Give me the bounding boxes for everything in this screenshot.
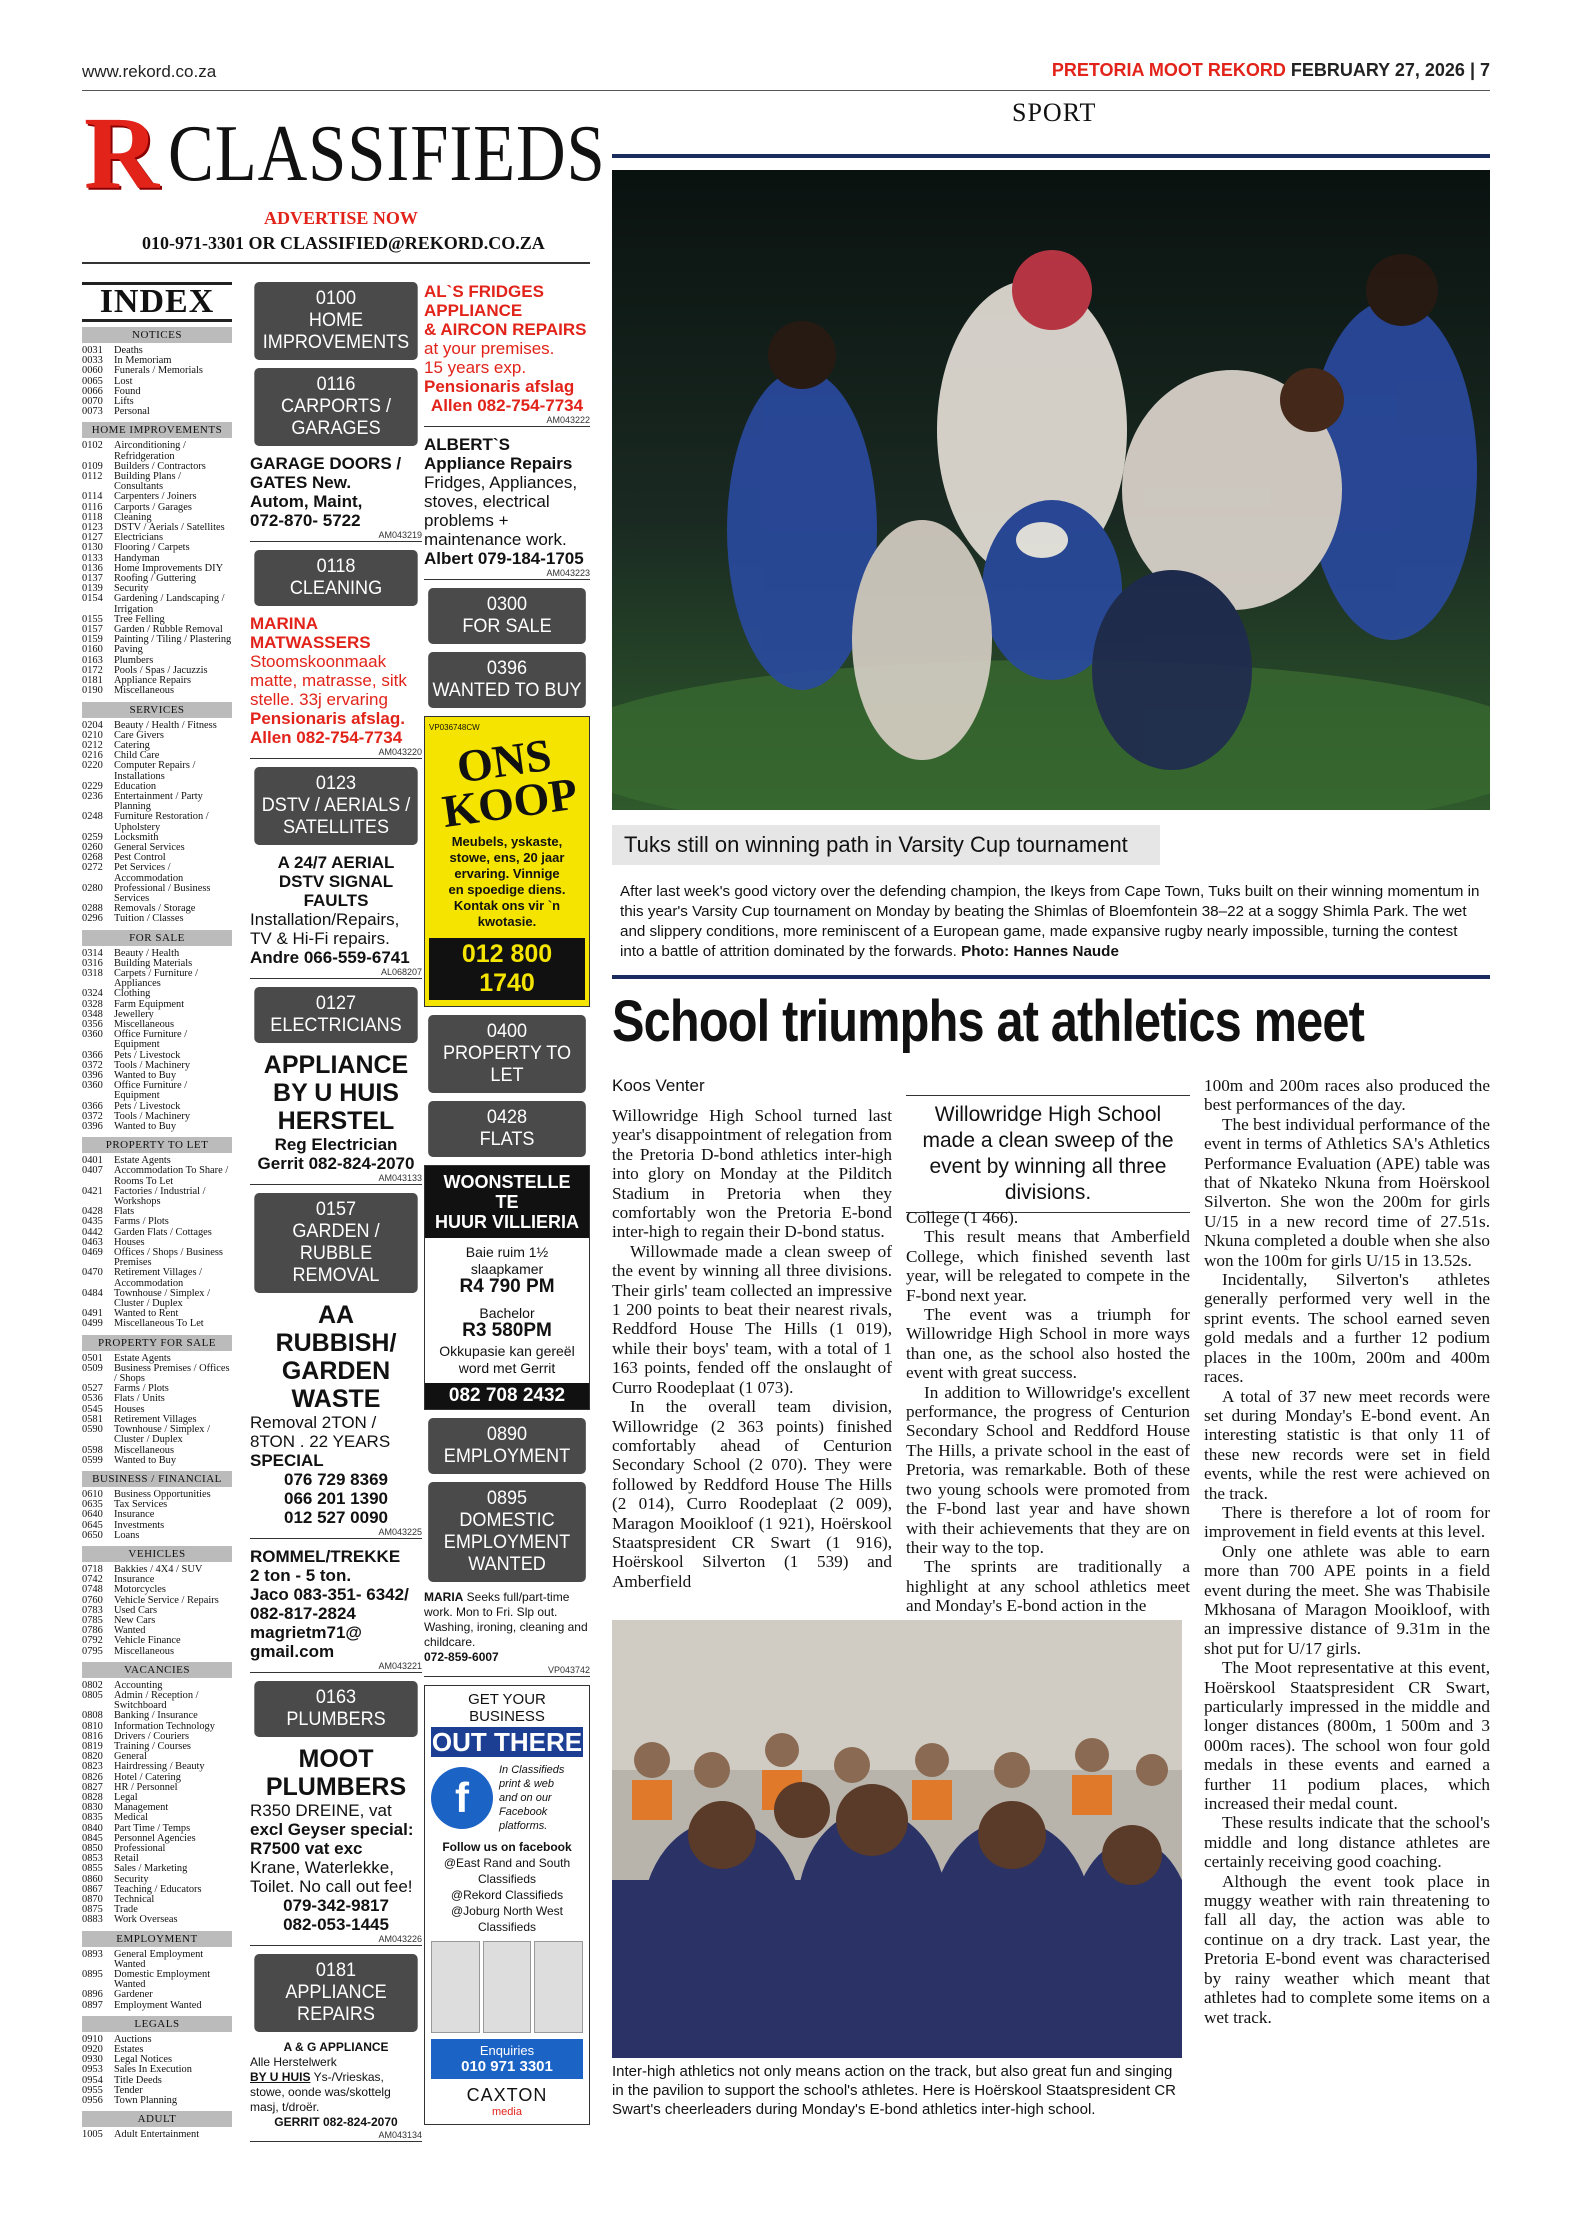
index-item: 0463 Houses <box>82 1236 145 1248</box>
index-item: 0840 Part Time / Temps <box>82 1822 191 1834</box>
article-paragraph: Willowridge High School turned last year's disappointment of relegation from the Pretoria D-bond athletics inter-high into glory on Monday at the Pilditch Stadium in Pretoria when they comfortably won the Pretoria E-bond inter-high to regain their D-bond status. <box>612 1106 892 1242</box>
masthead-rule <box>82 262 590 264</box>
index-item: 0236 Entertainment / Party Planning <box>82 790 203 813</box>
index-item: 0360 Office Furniture / Equipment <box>82 1029 188 1051</box>
index-item: 0953 Sales In Execution <box>82 2064 192 2076</box>
index-item: 1005 Adult Entertainment <box>82 2129 200 2141</box>
index-category: PROPERTY TO LET <box>82 1137 232 1153</box>
index-item: 0127 Electricians <box>82 532 164 544</box>
heading-0396: 0396 WANTED TO BUY <box>428 652 586 708</box>
index-category: HOME IMPROVEMENTS <box>82 422 232 438</box>
article-paragraph: In the overall team division, Willowridge (2 363 points) finished comfortably ahead of Centurion Secondary School (2 070). They were followed by Reddford House The Hills (2 014), Curro Roodeplaat (2 009), Maragon Mooikloof (1 921), Hoërskool Staatspresident CR Swart (1 916), Hoërskool Silverton (1 539) and Amberfield <box>612 1397 892 1591</box>
index-item: 0070 Lifts <box>82 396 134 408</box>
index-item: 0216 Child Care <box>82 750 160 762</box>
section-label: SPORT <box>1012 98 1097 127</box>
ad-ag-appliance: A & G APPLIANCE Alle Herstelwerk BY U HUIS Ys-/Vrieskas, stowe, oonde was/skottelg masj, t/droër. GERRIT 082-824-2070 AM043134 <box>250 2040 422 2140</box>
photo-caption-text: After last week's good victory over the defending champion, the Ikeys from Cape Town, Tuks built on their winning momentum in this year's Varsity Cup tournament on Monday by beating the Shimlas of Bloemfontein 38–22 at a soggy Shimla Park. The wet and slippery conditions, more reminiscent of a European game, made expansive rugby nearly impossible, turning the contest into a battle of attrition dominated by the forwards. Photo: Hannes Naude <box>620 883 1480 960</box>
get-your-business-out-there: GET YOUR BUSINESS OUT THERE f In Classifieds print & web and on our Facebook platforms. Follow us on facebook @East Rand and South Classifieds @Rekord Classifieds @Joburg North West Classifieds Enquiries 010 971 3301 CAXTON media <box>424 1685 590 2125</box>
index-item: 0268 Pest Control <box>82 852 166 864</box>
index-item: 0610 Business Opportunities <box>82 1488 211 1500</box>
heading-0428: 0428 FLATS <box>428 1101 586 1157</box>
index-item: 0160 Paving <box>82 644 143 656</box>
index-item: 0827 HR / Personnel <box>82 1781 178 1793</box>
index-item: 0820 General <box>82 1751 147 1763</box>
index-item: 0248 Furniture Restoration / Upholstery <box>82 811 209 833</box>
pull-quote: Willowridge High School made a clean sweep of the event by winning all three divisions. <box>906 1095 1190 1213</box>
index-item: 0536 Flats / Units <box>82 1393 165 1405</box>
index-item: 0635 Tax Services <box>82 1499 168 1511</box>
site-url: www.rekord.co.za <box>82 62 217 81</box>
classifieds-contact: 010-971-3301 OR CLASSIFIED@REKORD.CO.ZA <box>142 233 545 253</box>
index-category: VEHICLES <box>82 1546 232 1562</box>
index-item: 0883 Work Overseas <box>82 1914 178 1926</box>
index-category: BUSINESS / FINANCIAL <box>82 1471 232 1487</box>
index-item: 0718 Bakkies / 4X4 / SUV <box>82 1563 203 1575</box>
index-item: 0855 Sales / Marketing <box>82 1863 188 1875</box>
index-item: 0748 Motorcycles <box>82 1584 166 1596</box>
index-item: 0123 DSTV / Aerials / Satellites <box>82 522 225 534</box>
article-paragraph: This result means that Amberfield College, which finished seventh last year, will be relegated to compete in the F-bond next year. <box>906 1227 1190 1305</box>
index-item: 0545 Houses <box>82 1403 145 1415</box>
index-item: 0155 Tree Felling <box>82 613 165 625</box>
index-item: 0527 Farms / Plots <box>82 1383 169 1395</box>
publication-date: FEBRUARY 27, 2026 <box>1290 60 1465 80</box>
article-paragraph: 100m and 200m races also produced the best performances of the day. <box>1204 1076 1490 1115</box>
index-item: 0190 Miscellaneous <box>82 685 175 697</box>
index-item: 0428 Flats <box>82 1206 135 1218</box>
index-item: 0181 Appliance Repairs <box>82 675 192 687</box>
index-category: SERVICES <box>82 702 232 718</box>
ad-woonstelle: WOONSTELLE TE HUUR VILLIERIA Baie ruim 1½ slaapkamer R4 790 PM Bachelor R3 580PM Okkupasie kan gereël word met Gerrit 082 708 2432 <box>424 1165 590 1410</box>
classifieds-column-3 <box>424 282 590 2125</box>
newspaper-thumbnails <box>431 1941 583 2033</box>
index-category: PROPERTY FOR SALE <box>82 1335 232 1351</box>
index-item: 0229 Education <box>82 780 157 792</box>
section-rule <box>612 154 1490 158</box>
rugby-photo <box>612 170 1490 810</box>
photo-credit: Photo: Hannes Naude <box>961 943 1119 960</box>
index-item: 0895 Domestic Employment Wanted <box>82 1969 211 1991</box>
index-item: 0645 Investments <box>82 1519 165 1531</box>
index-item: 0159 Painting / Tiling / Plastering <box>82 634 232 646</box>
heading-0890: 0890 EMPLOYMENT <box>428 1418 586 1474</box>
index-item: 0469 Offices / Shops / Business Premises <box>82 1247 223 1269</box>
index-item: 0204 Beauty / Health / Fitness <box>82 719 217 731</box>
index-item: 0033 In Memoriam <box>82 355 172 367</box>
page-number: 7 <box>1479 60 1490 80</box>
rekord-logo-r: R <box>84 108 162 200</box>
article-headline: School triumphs at athletics meet <box>612 989 1364 1054</box>
article-column-2 <box>906 1208 1190 1616</box>
classifieds-column-2 <box>250 282 422 2150</box>
index-item: 0066 Found <box>82 385 141 397</box>
index-item: 0396 Wanted to Buy <box>82 1070 177 1081</box>
index-item: 0819 Training / Courses <box>82 1740 191 1752</box>
index-item: 0073 Personal <box>82 406 150 418</box>
facebook-icon: f <box>431 1767 493 1829</box>
index-item: 0896 Gardener <box>82 1989 153 2001</box>
header-rule <box>82 90 1490 91</box>
index-item: 0210 Care Givers <box>82 729 164 741</box>
index-item: 0296 Tuition / Classes <box>82 913 184 925</box>
index-category: NOTICES <box>82 327 232 343</box>
heading-0118: 0118 CLEANING <box>254 550 417 606</box>
index-item: 0742 Insurance <box>82 1574 155 1586</box>
article-paragraph: The sprints are traditionally a highlight at any school athletics meet and Monday's E-bond action in the <box>906 1557 1190 1616</box>
ad-ons-koop: VP036748CW ONS KOOP Meubels, yskaste, stowe, ens, 20 jaar ervaring. Vinnige en spoedige diens. Kontak ons vir `n kwotasie. 012 800 1740 <box>424 716 590 1007</box>
index-item: 0499 Miscellaneous To Let <box>82 1318 204 1330</box>
index-item: 0810 Information Technology <box>82 1720 215 1732</box>
classifieds-index <box>82 282 232 2141</box>
index-item: 0640 Insurance <box>82 1509 155 1521</box>
index-item: 0116 Carports / Garages <box>82 501 192 513</box>
article-column-1 <box>612 1106 892 1591</box>
index-item: 0893 General Employment Wanted <box>82 1948 204 1970</box>
index-item: 0133 Handyman <box>82 552 160 564</box>
index-category: LEGALS <box>82 2016 232 2032</box>
index-item: 0259 Locksmith <box>82 831 159 843</box>
heading-0163: 0163 PLUMBERS <box>254 1681 417 1737</box>
index-item: 0260 General Services <box>82 841 185 853</box>
article-paragraph: The Moot representative at this event, Hoërskool Staatspresident CR Swart, particularly impressed in the middle and longer distances (800m, 1 500m and 3 000m races). The school won four gold medals in these events and earned a further 11 podium places, which increased their medal count. <box>1204 1658 1490 1814</box>
index-item: 0491 Wanted to Rent <box>82 1308 179 1320</box>
index-item: 0031 Deaths <box>82 345 143 356</box>
index-item: 0802 Accounting <box>82 1679 163 1691</box>
index-item: 0220 Computer Repairs / Installations <box>82 760 196 782</box>
article-paragraph: The best individual performance of the event in terms of Athletics SA's Athletics Performance Evaluation (APE) table was that of Nkateko Nkuna from Hoërskool Silverton. She won the 200m for girls U/15 in a new record time of 27.51s. Nkuna completed a double when she also won the 100m for girls U/15 in 13.52s. <box>1204 1114 1490 1270</box>
index-item: 0853 Retail <box>82 1853 139 1865</box>
index-item: 0956 Town Planning <box>82 2095 178 2107</box>
index-item: 0396 Wanted to Buy <box>82 1121 177 1133</box>
index-item: 0920 Estates <box>82 2044 144 2056</box>
index-item: 0060 Funerals / Memorials <box>82 365 203 377</box>
index-item: 0316 Building Materials <box>82 957 193 969</box>
ad-maria: MARIA Seeks full/part-time work. Mon to Fri. Slp out. Washing, ironing, cleaning and childcare. 072-859-6007 VP043742 <box>424 1590 590 1675</box>
index-item: 0272 Pet Services / Accommodation <box>82 862 184 884</box>
index-item: 0783 Used Cars <box>82 1604 157 1616</box>
index-item: 0324 Clothing <box>82 988 151 1000</box>
index-item: 0360 Office Furniture / Equipment <box>82 1080 188 1102</box>
article-paragraph: In addition to Willowridge's excellent performance, the progress of Centurion Secondary School and Reddford House The Hills, a private school in the east of Pretoria, was remarkable. Both of these two young schools were promoted from the F-bond last year and have shown with their achievements that they are on their way to the top. <box>906 1382 1190 1557</box>
index-item: 0136 Home Improvements DIY <box>82 562 224 574</box>
index-item: 0581 Retirement Villages <box>82 1413 197 1425</box>
publication-header: PRETORIA MOOT REKORD FEBRUARY 27, 2026 | 7 <box>1051 60 1490 80</box>
index-category: FOR SALE <box>82 930 232 946</box>
ad-appliance-herstel: APPLIANCE BY U HUIS HERSTEL Reg Electrician Gerrit 082-824-2070 AM043133 <box>250 1051 422 1185</box>
ons-koop-phone: 012 800 1740 <box>429 938 585 1000</box>
index-item: 0795 Miscellaneous <box>82 1645 175 1657</box>
index-item: 0314 Beauty / Health <box>82 947 180 959</box>
index-item: 0212 Catering <box>82 739 150 751</box>
index-item: 0792 Vehicle Finance <box>82 1635 181 1647</box>
heading-0895: 0895 DOMESTIC EMPLOYMENT WANTED <box>428 1482 586 1582</box>
index-item: 0366 Pets / Livestock <box>82 1049 181 1061</box>
heading-0100: 0100 HOME IMPROVEMENTS <box>254 282 417 360</box>
index-item: 0348 Jewellery <box>82 1008 154 1020</box>
classifieds-title: CLASSIFIEDS <box>168 110 606 198</box>
index-title: INDEX <box>82 282 232 322</box>
index-item: 0823 Hairdressing / Beauty <box>82 1761 205 1773</box>
index-item: 0910 Auctions <box>82 2033 152 2045</box>
index-category: ADULT <box>82 2111 232 2127</box>
article-paragraph: College (1 466). <box>906 1208 1019 1227</box>
index-item: 0421 Factories / Industrial / Workshops <box>82 1185 206 1208</box>
index-item: 0786 Wanted <box>82 1625 146 1637</box>
article-paragraph: A total of 37 new meet records were set during Monday's E-bond event. An interesting statistic is that only 11 of these new records were set in field events, while the rest were achieved on the track. <box>1204 1386 1490 1503</box>
index-item: 0114 Carpenters / Joiners <box>82 491 197 503</box>
byline: Koos Venter <box>612 1076 705 1095</box>
index-category: EMPLOYMENT <box>82 1931 232 1947</box>
index-item: 0435 Farms / Plots <box>82 1216 169 1228</box>
article-paragraph: There is therefore a lot of room for improvement in field events at this level. <box>1204 1502 1490 1542</box>
ad-dstv-aerial: A 24/7 AERIAL DSTV SIGNAL FAULTS Installation/Repairs, TV & Hi-Fi repairs. Andre 066-559-6741 AL068207 <box>250 853 422 977</box>
ad-aa-rubbish: AA RUBBISH/ GARDEN WASTE Removal 2TON / 8TON . 22 YEARS SPECIAL 076 729 8369 066 201 1390 012 527 0090 AM043225 <box>250 1301 422 1537</box>
index-item: 0407 Accommodation To Share / Rooms To Let <box>82 1165 229 1187</box>
index-item: 0954 Title Deeds <box>82 2074 162 2086</box>
article-paragraph: These results indicate that the school's middle and long distance athletes are certainly receiving good coaching. <box>1204 1813 1490 1872</box>
index-item: 0112 Building Plans / Consultants <box>82 471 181 493</box>
index-item: 0590 Townhouse / Simplex / Cluster / Duplex <box>82 1424 210 1446</box>
publication-name: PRETORIA MOOT REKORD <box>1051 60 1286 80</box>
index-item: 0785 New Cars <box>82 1614 156 1626</box>
heading-0123: 0123 DSTV / AERIALS / SATELLITES <box>254 767 417 845</box>
index-item: 0845 Personnel Agencies <box>82 1832 196 1844</box>
index-item: 0509 Business Premises / Offices / Shops <box>82 1362 230 1385</box>
index-item: 0875 Trade <box>82 1904 138 1916</box>
index-item: 0501 Estate Agents <box>82 1352 171 1364</box>
index-item: 0870 Technical <box>82 1894 155 1906</box>
index-item: 0157 Garden / Rubble Removal <box>82 624 223 636</box>
index-item: 0154 Gardening / Landscaping / Irrigation <box>82 593 225 615</box>
advertise-now: ADVERTISE NOW <box>264 208 418 228</box>
index-item: 0102 Airconditioning / Refridgeration <box>82 440 186 462</box>
article-paragraph: Only one athlete was able to earn more than 700 APE points in a field event during the meet. She was Thabisile Mkhosana of Maragon Mooikloof, with an impressive distance of 9.31m in the shot put for U/17 girls. <box>1204 1541 1490 1658</box>
index-item: 0318 Carpets / Furniture / Appliances <box>82 967 198 990</box>
index-body <box>82 327 232 2140</box>
ad-marina-matwassers: MARINA MATWASSERS Stoomskoonmaak matte, matrasse, sitk stelle. 33j ervaring Pensionaris afslag. Allen 082-754-7734 AM043220 <box>250 614 422 757</box>
index-item: 0065 Lost <box>82 375 133 387</box>
index-item: 0484 Townhouse / Simplex / Cluster / Duplex <box>82 1287 210 1310</box>
index-item: 0760 Vehicle Service / Repairs <box>82 1594 219 1606</box>
index-item: 0808 Banking / Insurance <box>82 1710 198 1722</box>
index-item: 0372 Tools / Machinery <box>82 1059 191 1071</box>
index-item: 0280 Professional / Business Services <box>82 882 211 904</box>
index-item: 0599 Wanted to Buy <box>82 1454 177 1466</box>
index-item: 0163 Plumbers <box>82 654 154 666</box>
index-item: 0897 Employment Wanted <box>82 1999 202 2011</box>
index-item: 0130 Flooring / Carpets <box>82 542 190 554</box>
index-item: 0835 Medical <box>82 1812 149 1824</box>
index-item: 0139 Security <box>82 583 149 595</box>
index-item: 0172 Pools / Spas / Jacuzzis <box>82 664 208 676</box>
index-item: 0356 Miscellaneous <box>82 1018 175 1030</box>
index-item: 0442 Garden Flats / Cottages <box>82 1226 212 1238</box>
ad-rommel-trekke: ROMMEL/TREKKE 2 ton - 5 ton. Jaco 083-351- 6342/ 082-817-2824 magrietm71@ gmail.com AM043221 <box>250 1547 422 1671</box>
article-paragraph: The event was a triumph for Willowridge High School in more ways than one, as the school also hosted the event with great success. <box>906 1305 1190 1383</box>
index-item: 0288 Removals / Storage <box>82 903 196 915</box>
index-item: 0805 Admin / Reception / Switchboard <box>82 1689 199 1712</box>
enquiries: Enquiries 010 971 3301 <box>431 2039 583 2079</box>
cheerleaders-photo <box>612 1620 1182 2058</box>
article-paragraph: Although the event took place in muggy weather with rain threatening to fall all day, the action was able to continue on a dry track. Last year, the Pretoria E-bond event was characterised by rainy weather which meant that athletes had to complete some items on a wet track. <box>1204 1871 1490 2027</box>
story-rule <box>612 975 1490 979</box>
index-item: 0816 Drivers / Couriers <box>82 1730 190 1742</box>
index-item: 0470 Retirement Villages / Accommodation <box>82 1267 203 1289</box>
article-paragraph: Willowmade made a clean sweep of the event by winning all three divisions. Their girls' team collected an impressive 1 200 points to beat their nearest rivals, Reddford House The Hills (1 019), while their boys' team, with a total of 1 163 points, fended off the onslaught of Curro Roodeplaat (1 073). <box>612 1241 892 1397</box>
ad-albert-appliance: ALBERT`S Appliance Repairs Fridges, Appliances, stoves, electrical problems + maintenance work. Albert 079-184-1705 AM043223 <box>424 435 590 578</box>
article-column-3 <box>1204 1076 1490 2027</box>
ad-als-fridges: AL`S FRIDGES APPLIANCE & AIRCON REPAIRS at your premises. 15 years exp. Pensionaris afslag Allen 082-754-7734 AM043222 <box>424 282 590 425</box>
photo-caption-title: Tuks still on winning path in Varsity Cup tournament <box>612 825 1160 865</box>
index-item: 0401 Estate Agents <box>82 1155 171 1167</box>
index-item: 0366 Pets / Livestock <box>82 1100 181 1112</box>
index-item: 0650 Loans <box>82 1529 140 1541</box>
index-item: 0850 Professional <box>82 1843 166 1854</box>
index-item: 0137 Roofing / Guttering <box>82 573 196 585</box>
index-item: 0109 Builders / Contractors <box>82 460 206 472</box>
index-item: 0372 Tools / Machinery <box>82 1110 191 1122</box>
index-category: VACANCIES <box>82 1662 232 1678</box>
index-item: 0830 Management <box>82 1802 169 1814</box>
ad-garage-doors: GARAGE DOORS / GATES New. Autom, Maint, 072-870- 5722 AM043219 <box>250 454 422 540</box>
ons-koop-title: ONS KOOP <box>439 728 581 837</box>
index-item: 0930 Legal Notices <box>82 2054 172 2066</box>
heading-0127: 0127 ELECTRICIANS <box>254 987 417 1043</box>
heading-0300: 0300 FOR SALE <box>428 588 586 644</box>
caxton-logo: CAXTON media <box>466 2085 548 2118</box>
index-item: 0867 Teaching / Educators <box>82 1883 202 1895</box>
heading-0400: 0400 PROPERTY TO LET <box>428 1015 586 1093</box>
heading-0181: 0181 APPLIANCE REPAIRS <box>254 1954 417 2032</box>
index-item: 0828 Legal <box>82 1791 138 1803</box>
index-item: 0328 Farm Equipment <box>82 998 185 1010</box>
heading-0116: 0116 CARPORTS / GARAGES <box>254 368 417 446</box>
article-paragraph: Incidentally, Silverton's athletes generally performed very well in the sprint events. The school earned seven gold medals and a further 12 podium places in the 100m, 200m and 400m races. <box>1204 1270 1490 1387</box>
photo2-caption: Inter-high athletics not only means action on the track, but also great fun and singing in the pavilion to support the school's athletes. Here is Hoërskool Staatspresident CR Swart's cheerleaders during Monday's E-bond athletics inter-high school. <box>612 2063 1176 2118</box>
index-item: 0860 Security <box>82 1873 149 1885</box>
heading-0157: 0157 GARDEN / RUBBLE REMOVAL <box>254 1193 417 1293</box>
index-item: 0826 Hotel / Catering <box>82 1771 181 1783</box>
ad-moot-plumbers: MOOT PLUMBERS R350 DREINE, vat excl Geyser special: R7500 vat exc Krane, Waterlekke, Toilet. No call out fee! 079-342-9817 082-053-1445 AM043226 <box>250 1745 422 1944</box>
index-item: 0955 Tender <box>82 2084 143 2096</box>
index-item: 0598 Miscellaneous <box>82 1444 175 1456</box>
index-item: 0118 Cleaning <box>82 511 152 523</box>
